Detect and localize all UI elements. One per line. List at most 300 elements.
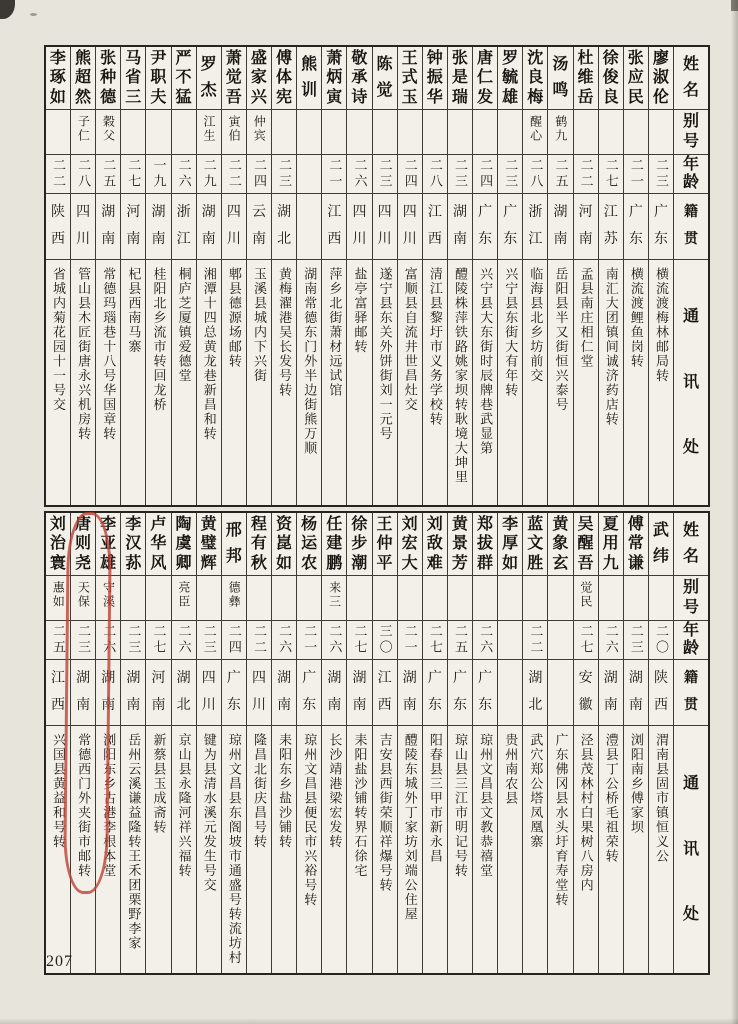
name-char: 璧: [200, 535, 217, 552]
age-cell: [523, 621, 547, 660]
name-cell: [448, 513, 472, 576]
age-text: 二九: [201, 158, 217, 190]
name-char: 步: [351, 535, 368, 552]
age-cell: [674, 621, 708, 660]
name-char: 常: [627, 535, 644, 552]
origin-char: 贯: [684, 231, 698, 247]
person-column: [347, 47, 372, 505]
name-char: 兴: [250, 88, 267, 106]
address-cell: [322, 260, 346, 505]
person-column: [146, 47, 171, 505]
name-cell: [624, 513, 648, 576]
origin-char: 西: [50, 231, 65, 247]
origin-char: 云: [251, 205, 266, 221]
alias-cell: [146, 110, 170, 155]
roster-table-lower: [44, 511, 710, 975]
address-text: 新蔡县玉成斋转: [151, 733, 167, 835]
age-cell: [96, 621, 120, 660]
age-cell: [398, 155, 422, 194]
name-char: 吾: [225, 88, 242, 106]
age-text: 二八: [427, 158, 443, 190]
origin-char: 南: [151, 697, 166, 713]
name-char: 淑: [652, 69, 669, 86]
origin-char: 湖: [327, 671, 342, 687]
address-text: 遂宁县东关外饼街刘一元号: [377, 267, 393, 441]
name-char: 刘: [401, 515, 418, 533]
alias-cell: [121, 576, 145, 621]
name-cell: [373, 47, 397, 110]
name-char: 厚: [502, 535, 519, 552]
person-column: [347, 513, 372, 973]
origin-cell: [46, 660, 70, 726]
name-char: 钟: [426, 49, 443, 67]
alias-cell: [272, 110, 296, 155]
origin-char: 南: [201, 231, 216, 247]
name-char: 敌: [426, 535, 443, 552]
name-char: 体: [276, 69, 293, 86]
origin-char: 河: [126, 205, 141, 221]
address-cell: [423, 260, 447, 505]
origin-char: 南: [126, 231, 141, 247]
name-char: 芳: [451, 554, 468, 572]
origin-cell: [448, 660, 472, 726]
name-char: 省: [125, 69, 142, 86]
name-char: 吴: [577, 515, 594, 533]
alias-cell: [574, 110, 598, 155]
address-cell: [71, 726, 95, 973]
alias-text: 鹤九: [553, 115, 568, 143]
origin-char: 浙: [176, 205, 191, 221]
person-column: [172, 513, 197, 973]
alias-cell: [599, 576, 623, 621]
address-text: 琼州文昌县便民市兴裕号转: [302, 733, 318, 907]
name-cell: [71, 47, 95, 110]
name-cell: [649, 47, 673, 110]
alias-text: 寅伯: [227, 115, 242, 143]
person-column: [46, 47, 71, 505]
address-text: 横流渡梅林邮局转: [654, 267, 669, 383]
person-column: [96, 47, 121, 505]
age-text: 二〇: [654, 624, 669, 656]
origin-char: 湖: [151, 205, 166, 221]
person-column: [624, 513, 649, 973]
age-text: 二一: [628, 158, 644, 190]
age-text: 二七: [352, 624, 368, 656]
origin-cell: [121, 194, 145, 260]
address-text: 耒阳东乡盐沙铺转: [277, 733, 293, 849]
age-cell: [423, 621, 447, 660]
age-text: 二六: [176, 158, 192, 190]
person-column: [197, 47, 222, 505]
origin-char: 东: [628, 231, 643, 247]
alias-cell: [347, 576, 371, 621]
age-text: 二四: [252, 158, 267, 190]
address-text: 渭南县固市镇恒义公: [654, 733, 669, 864]
name-cell: [423, 513, 447, 576]
age-text: 二八: [76, 158, 92, 190]
address-text: 键为县清水溪元发生号交: [201, 733, 217, 893]
age-cell: [71, 621, 95, 660]
address-text: 广东佛冈县水头圩育寿堂转: [553, 733, 569, 907]
alias-cell: [498, 576, 522, 621]
alias-cell: [172, 110, 196, 155]
alias-text: 子仁: [76, 115, 91, 143]
origin-char: 江: [377, 671, 392, 687]
age-text: 二三: [377, 158, 393, 190]
address-text: 常德玛瑙巷十八号华国章转: [101, 267, 117, 441]
origin-cell: [347, 660, 371, 726]
origin-char: 江: [528, 231, 543, 247]
address-cell: [574, 726, 598, 973]
age-cell: [322, 155, 346, 194]
origin-char: 东: [653, 231, 668, 247]
name-cell: [599, 513, 623, 576]
age-text: 二二: [226, 158, 242, 190]
origin-char: 川: [377, 231, 392, 247]
origin-cell: [674, 660, 708, 726]
address-cell: [46, 726, 70, 973]
origin-char: 东: [452, 697, 467, 713]
name-cell: [423, 47, 447, 110]
person-column: [624, 47, 649, 505]
name-char: 琢: [49, 69, 66, 86]
name-char: 张: [451, 49, 468, 67]
name-char: 程: [250, 515, 267, 533]
age-text: 二四: [226, 624, 242, 656]
address-cell: [146, 260, 170, 505]
address-text: 隆昌北街庆昌号转: [252, 733, 267, 849]
address-text: 耒阳盐沙铺转界石徐宅: [352, 733, 368, 878]
name-char: 刘: [426, 515, 443, 533]
address-cell: [71, 260, 95, 505]
age-cell: [197, 155, 221, 194]
origin-cell: [649, 194, 673, 260]
age-char: 龄: [682, 174, 699, 191]
origin-char: 南: [352, 697, 367, 713]
name-char: 刘: [49, 515, 66, 533]
origin-char: 南: [101, 697, 116, 713]
alias-char: 别: [682, 113, 699, 130]
alias-cell: [423, 110, 447, 155]
name-cell: [272, 513, 296, 576]
name-char: 瑞: [451, 88, 468, 106]
origin-char: 湖: [452, 205, 467, 221]
name-cell: [121, 513, 145, 576]
name-char: 李: [100, 515, 117, 533]
name-cell: [172, 47, 196, 110]
name-cell: [197, 513, 221, 576]
name-char: 马: [125, 49, 142, 67]
alias-cell: [297, 576, 321, 621]
age-cell: [373, 155, 397, 194]
address-text: 湘潭十四总黄龙巷新昌和转: [201, 267, 217, 441]
name-char: 玉: [401, 88, 418, 106]
age-text: 二三: [126, 624, 142, 656]
origin-cell: [574, 660, 598, 726]
age-cell: [624, 621, 648, 660]
name-char: 萧: [225, 49, 242, 67]
alias-cell: [398, 110, 422, 155]
name-cell: [247, 47, 271, 110]
address-cell: [674, 260, 708, 505]
age-text: 二七: [126, 158, 142, 190]
alias-cell: [674, 576, 708, 621]
name-char: 家: [250, 69, 267, 86]
scan-edge-shadow-bottom: [0, 1018, 738, 1024]
address-cell: [373, 260, 397, 505]
name-char: 良: [527, 69, 544, 86]
origin-char: 南: [126, 697, 141, 713]
name-cell: [121, 47, 145, 110]
name-char: 廖: [652, 49, 669, 67]
name-char: 猛: [175, 88, 192, 106]
name-char: 醒: [577, 535, 594, 552]
name-char: 德: [100, 88, 117, 106]
origin-cell: [649, 660, 673, 726]
alias-text: 惠如: [51, 581, 66, 609]
person-column: [247, 47, 272, 505]
age-cell: [297, 621, 321, 660]
age-cell: [498, 621, 522, 660]
address-text: 兴国县黄益和号转: [51, 733, 66, 849]
age-text: 二七: [603, 158, 619, 190]
age-cell: [398, 621, 422, 660]
name-char: 维: [577, 69, 594, 86]
person-column: [423, 513, 448, 973]
origin-cell: [96, 660, 120, 726]
alias-cell: [121, 110, 145, 155]
origin-char: 东: [503, 231, 518, 247]
name-cell: [297, 513, 321, 576]
origin-char: 四: [76, 205, 91, 221]
origin-char: 西: [327, 231, 342, 247]
age-text: 二一: [402, 624, 418, 656]
address-text: 郫县德源场邮转: [226, 267, 242, 369]
age-text: 二四: [478, 158, 494, 190]
age-cell: [172, 155, 196, 194]
address-cell: [222, 726, 246, 973]
origin-cell: [272, 660, 296, 726]
address-cell: [398, 260, 422, 505]
name-char: 辉: [200, 554, 217, 572]
name-char: 卢: [150, 515, 167, 533]
origin-cell: [297, 194, 321, 260]
address-text: 武穴郑公塔凤凰寨: [528, 733, 544, 849]
age-cell: [423, 155, 447, 194]
alias-text: 觉民: [578, 581, 593, 609]
person-column: [272, 47, 297, 505]
alias-cell: [649, 576, 673, 621]
person-column: [599, 513, 624, 973]
origin-char: 四: [402, 205, 417, 221]
person-column: [121, 47, 146, 505]
origin-char: 湖: [277, 671, 292, 687]
origin-cell: [197, 194, 221, 260]
person-column: [398, 47, 423, 505]
name-char: 华: [150, 535, 167, 552]
name-char: 寰: [49, 554, 66, 572]
person-column: [297, 47, 322, 505]
scan-speck: [30, 13, 37, 16]
name-char: 群: [477, 554, 494, 572]
origin-char: 广: [628, 205, 643, 221]
age-cell: [146, 155, 170, 194]
origin-char: 四: [201, 671, 216, 687]
name-char: 振: [426, 69, 443, 86]
age-text: 二二: [578, 158, 594, 190]
address-cell: [322, 726, 346, 973]
origin-char: 四: [226, 205, 241, 221]
origin-char: 西: [50, 697, 65, 713]
alias-cell: [448, 576, 472, 621]
name-char: 尧: [75, 554, 92, 572]
address-cell: [222, 260, 246, 505]
address-text: 澧县丁公桥毛祖荣转: [603, 733, 619, 864]
origin-cell: [121, 660, 145, 726]
origin-char: 湖: [402, 671, 417, 687]
name-char: 雄: [100, 554, 117, 572]
name-cell: [96, 47, 120, 110]
name-cell: [46, 47, 70, 110]
address-cell: [46, 260, 70, 505]
age-cell: [548, 155, 572, 194]
name-char: 则: [75, 535, 92, 552]
name-char: 雄: [502, 88, 519, 106]
origin-cell: [523, 194, 547, 260]
address-cell: [674, 726, 708, 973]
address-text: 兴宁县东街大有年转: [503, 267, 519, 398]
name-char: 陈: [376, 56, 393, 73]
address-cell: [272, 260, 296, 505]
name-cell: [498, 47, 522, 110]
address-text: 琼山县三江市明记号转: [453, 733, 468, 878]
address-text: 兴宁县大东街时辰牌巷武显第: [478, 267, 494, 456]
origin-cell: [624, 194, 648, 260]
origin-cell: [322, 660, 346, 726]
age-cell: [272, 155, 296, 194]
name-char: 承: [351, 69, 368, 86]
alias-text: 醒心: [528, 115, 543, 143]
address-text: 京山县永隆河祥兴福转: [176, 733, 192, 878]
age-char: 年: [682, 156, 699, 173]
name-char: 种: [100, 69, 117, 86]
name-cell: [498, 513, 522, 576]
address-cell: [297, 260, 321, 505]
name-char: 张: [627, 49, 644, 67]
origin-char: 湖: [101, 205, 116, 221]
age-cell: [624, 155, 648, 194]
age-text: 二六: [277, 624, 293, 656]
alias-cell: [423, 576, 447, 621]
alias-cell: [674, 110, 708, 155]
address-text: 南汇大团镇间诚济药店转: [603, 267, 619, 427]
age-cell: [498, 155, 522, 194]
address-text: 琼州文昌县东阁坡市通盛号转流坊村: [226, 733, 242, 965]
name-char: 谦: [627, 554, 644, 572]
origin-char: 南: [603, 697, 618, 713]
address-text: 醴陵东城外丁家坊刘端公住屋: [402, 733, 418, 922]
name-char: 难: [426, 554, 443, 572]
origin-char: 北: [277, 231, 292, 247]
address-cell: [247, 726, 271, 973]
name-char: 姓: [682, 56, 699, 73]
name-cell: [398, 513, 422, 576]
person-column: [498, 513, 523, 973]
name-char: 黄: [552, 515, 569, 533]
address-text: 琼州文昌县文教恭禧堂: [478, 733, 494, 878]
alias-cell: [46, 110, 70, 155]
name-cell: [574, 513, 598, 576]
origin-char: 西: [427, 231, 442, 247]
name-cell: [548, 513, 572, 576]
name-char: 觉: [225, 69, 242, 86]
name-char: 良: [602, 88, 619, 106]
address-char: 讯: [682, 373, 699, 391]
origin-char: 川: [352, 231, 367, 247]
address-cell: [197, 260, 221, 505]
origin-char: 湖: [603, 671, 618, 687]
name-cell: [297, 47, 321, 110]
address-text: 岳州云溪谦益隆转王禾团栗野李家: [126, 733, 142, 951]
name-char: 熊: [301, 56, 318, 73]
alias-cell: [322, 110, 346, 155]
person-column: [448, 513, 473, 973]
name-char: 徐: [602, 49, 619, 67]
name-cell: [46, 513, 70, 576]
age-cell: [146, 621, 170, 660]
origin-char: 湖: [628, 671, 643, 687]
alias-cell: [498, 110, 522, 155]
age-cell: [473, 155, 497, 194]
name-cell: [599, 47, 623, 110]
address-cell: [473, 260, 497, 505]
name-char: 宏: [401, 535, 418, 552]
age-text: 二六: [327, 624, 343, 656]
name-cell: [322, 513, 346, 576]
name-char: 姓: [682, 522, 699, 539]
alias-cell: [172, 576, 196, 621]
name-char: 荪: [125, 554, 142, 572]
address-cell: [624, 260, 648, 505]
origin-char: 川: [251, 697, 266, 713]
origin-cell: [674, 194, 708, 260]
page-number: 207: [46, 953, 73, 970]
age-text: 二一: [302, 624, 318, 656]
person-column: [448, 47, 473, 505]
name-char: 蓝: [527, 515, 544, 533]
origin-char: 西: [653, 697, 668, 713]
name-char: 傅: [276, 49, 293, 67]
name-char: 鹏: [326, 554, 343, 572]
age-cell: [649, 155, 673, 194]
address-char: 处: [682, 438, 699, 456]
origin-char: 川: [201, 697, 216, 713]
origin-char: 北: [176, 697, 191, 713]
age-cell: [599, 155, 623, 194]
alias-cell: [71, 576, 95, 621]
name-char: 邢: [225, 522, 242, 539]
name-cell: [523, 47, 547, 110]
alias-text: 守溪: [101, 581, 116, 609]
origin-char: 湖: [352, 671, 367, 687]
age-text: 二三: [277, 158, 293, 190]
age-text: 二四: [402, 158, 418, 190]
origin-cell: [398, 194, 422, 260]
origin-char: 南: [277, 697, 292, 713]
person-column: [322, 513, 347, 973]
age-text: 二二: [528, 624, 544, 656]
age-cell: [322, 621, 346, 660]
